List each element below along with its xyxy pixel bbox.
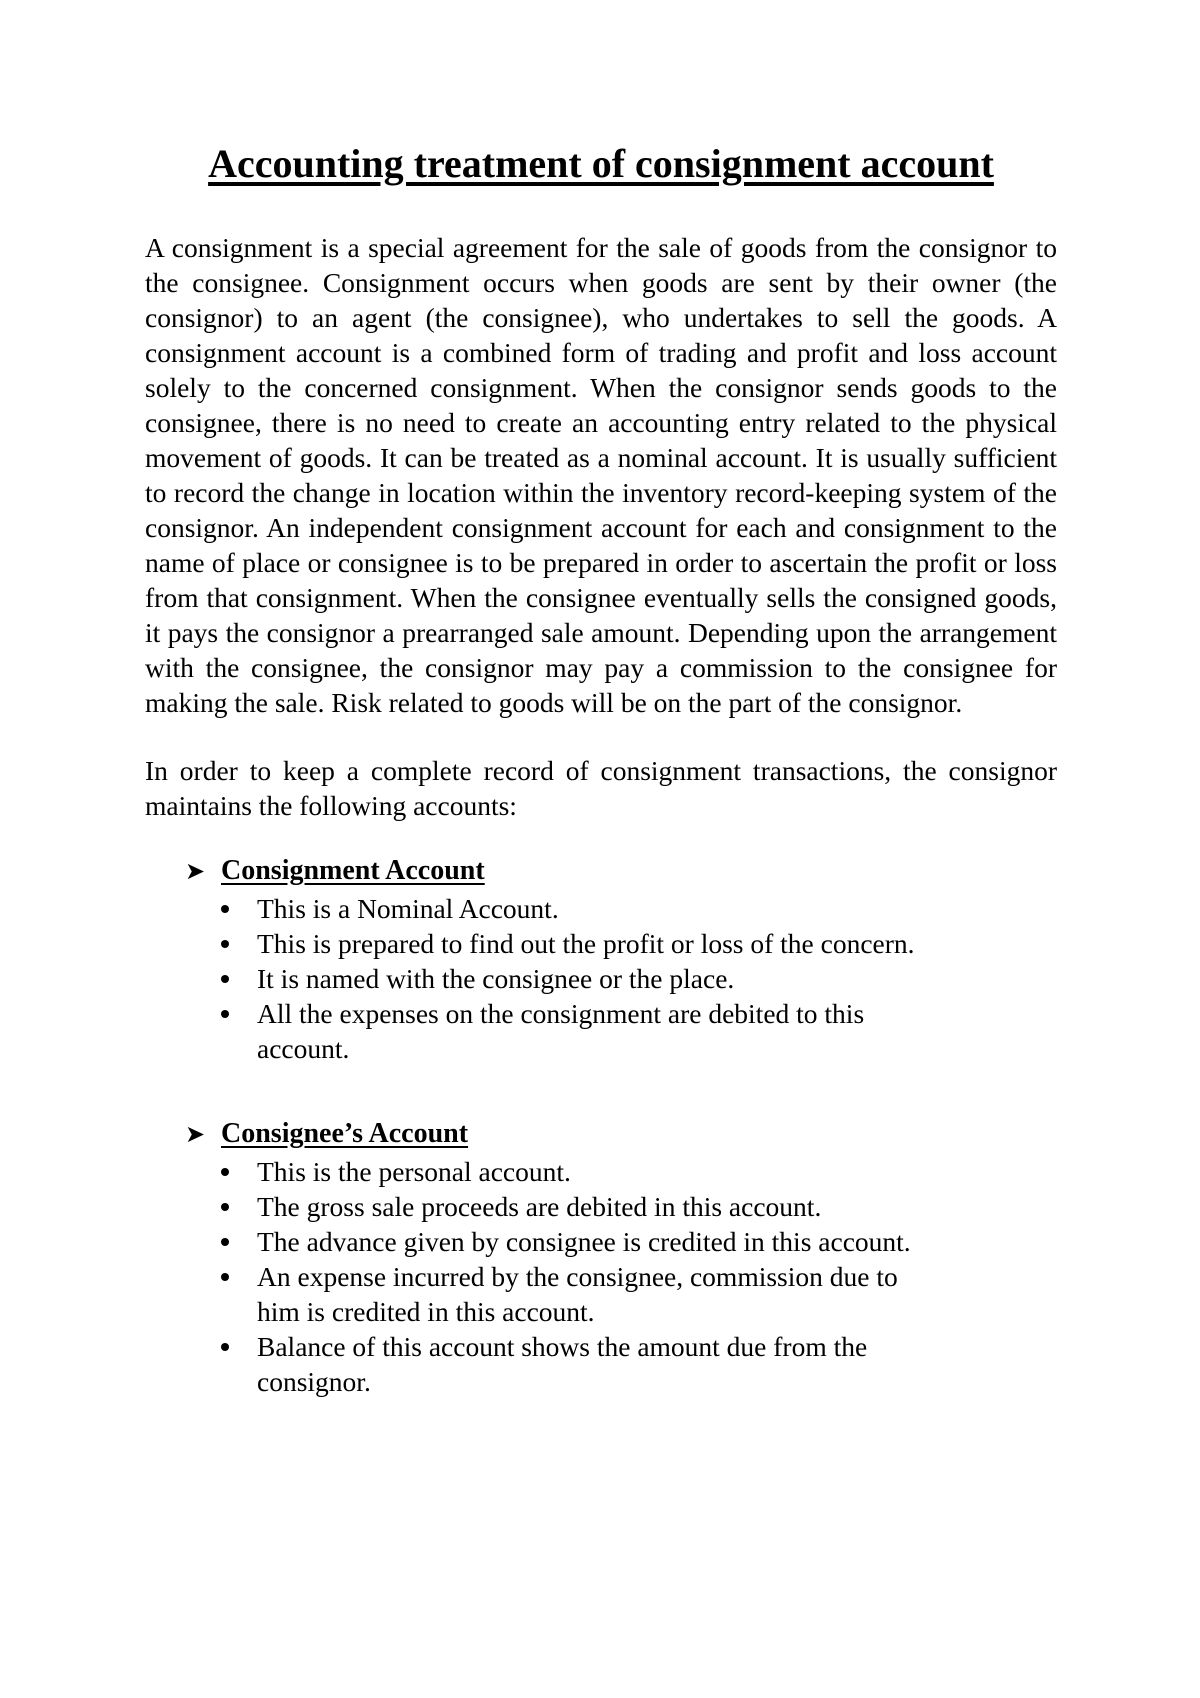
list-item: [221, 996, 921, 1066]
bullet-dot-icon: [221, 940, 229, 948]
arrowhead-right-icon: ➤: [185, 857, 206, 885]
section-heading: [185, 853, 1057, 889]
section-heading-label: Consignment Account: [221, 855, 485, 886]
intro-paragraph: A consignment is a special agreement for the sale of goods from the consignor to the consignee. Consignment occurs when goods are sent by their owner (the consignor) to an agent (the consignee), who undertakes to sell the goods. A consignment account is a combined form of trading and profit and loss account solely to the concerned consignment. When the consignor sends goods to the consignee, there is no need to create an accounting entry related to the physical movement of goods. It can be treated as a nominal account. It is usually sufficient to record the change in location within the inventory record-keeping system of the consignor. An independent consignment account for each and consignment to the name of place or consignee is to be prepared in order to ascertain the profit or loss from that consignment. When the consignee eventually sells the consigned goods, it pays the consignor a prearranged sale amount. Depending upon the arrangement with the consignee, the consignor may pay a commission to the consignee for making the sale. Risk related to goods will be on the part of the consignor.: [145, 232, 1057, 718]
bullet-dot-icon: [221, 1010, 229, 1018]
list-item: [221, 1329, 921, 1399]
list-item-text: Balance of this account shows the amount due from the consignor.: [257, 1331, 868, 1397]
list-item-text: This is the personal account.: [257, 1156, 571, 1187]
list-item-text: This is prepared to find out the profit or loss of the concern.: [257, 928, 915, 959]
section-consignment-account: [185, 853, 1057, 1066]
accounts-intro-paragraph: In order to keep a complete record of consignment transactions, the consignor maintains the following accounts:: [145, 755, 1057, 821]
bullet-list: [185, 891, 921, 1066]
list-item: [221, 891, 921, 926]
list-item-text: This is a Nominal Account.: [257, 893, 559, 924]
bullet-dot-icon: [221, 1168, 229, 1176]
list-item: [221, 1154, 921, 1189]
bullet-dot-icon: [221, 905, 229, 913]
list-item: [221, 926, 921, 961]
bullet-dot-icon: [221, 1273, 229, 1281]
list-item-text: It is named with the consignee or the place.: [257, 963, 735, 994]
bullet-dot-icon: [221, 975, 229, 983]
list-item-text: The gross sale proceeds are debited in this account.: [257, 1191, 822, 1222]
bullet-dot-icon: [221, 1343, 229, 1351]
document-title: Accounting treatment of consignment account: [208, 141, 994, 186]
list-item-text: All the expenses on the consignment are debited to this account.: [257, 998, 865, 1064]
section-consignees-account: [185, 1116, 1057, 1399]
list-item-text: The advance given by consignee is credited in this account.: [257, 1226, 911, 1257]
section-heading-label: Consignee’s Account: [221, 1118, 469, 1149]
bullet-dot-icon: [221, 1203, 229, 1211]
list-item: [221, 1259, 921, 1329]
bullet-dot-icon: [221, 1238, 229, 1246]
arrowhead-right-icon: ➤: [185, 1120, 206, 1148]
list-item: [221, 1224, 921, 1259]
bullet-list: [185, 1154, 921, 1399]
document-page: [145, 140, 1057, 1399]
section-heading: [185, 1116, 1057, 1152]
list-item: [221, 1189, 921, 1224]
list-item-text: An expense incurred by the consignee, commission due to him is credited in this account.: [257, 1261, 898, 1327]
list-item: [221, 961, 921, 996]
